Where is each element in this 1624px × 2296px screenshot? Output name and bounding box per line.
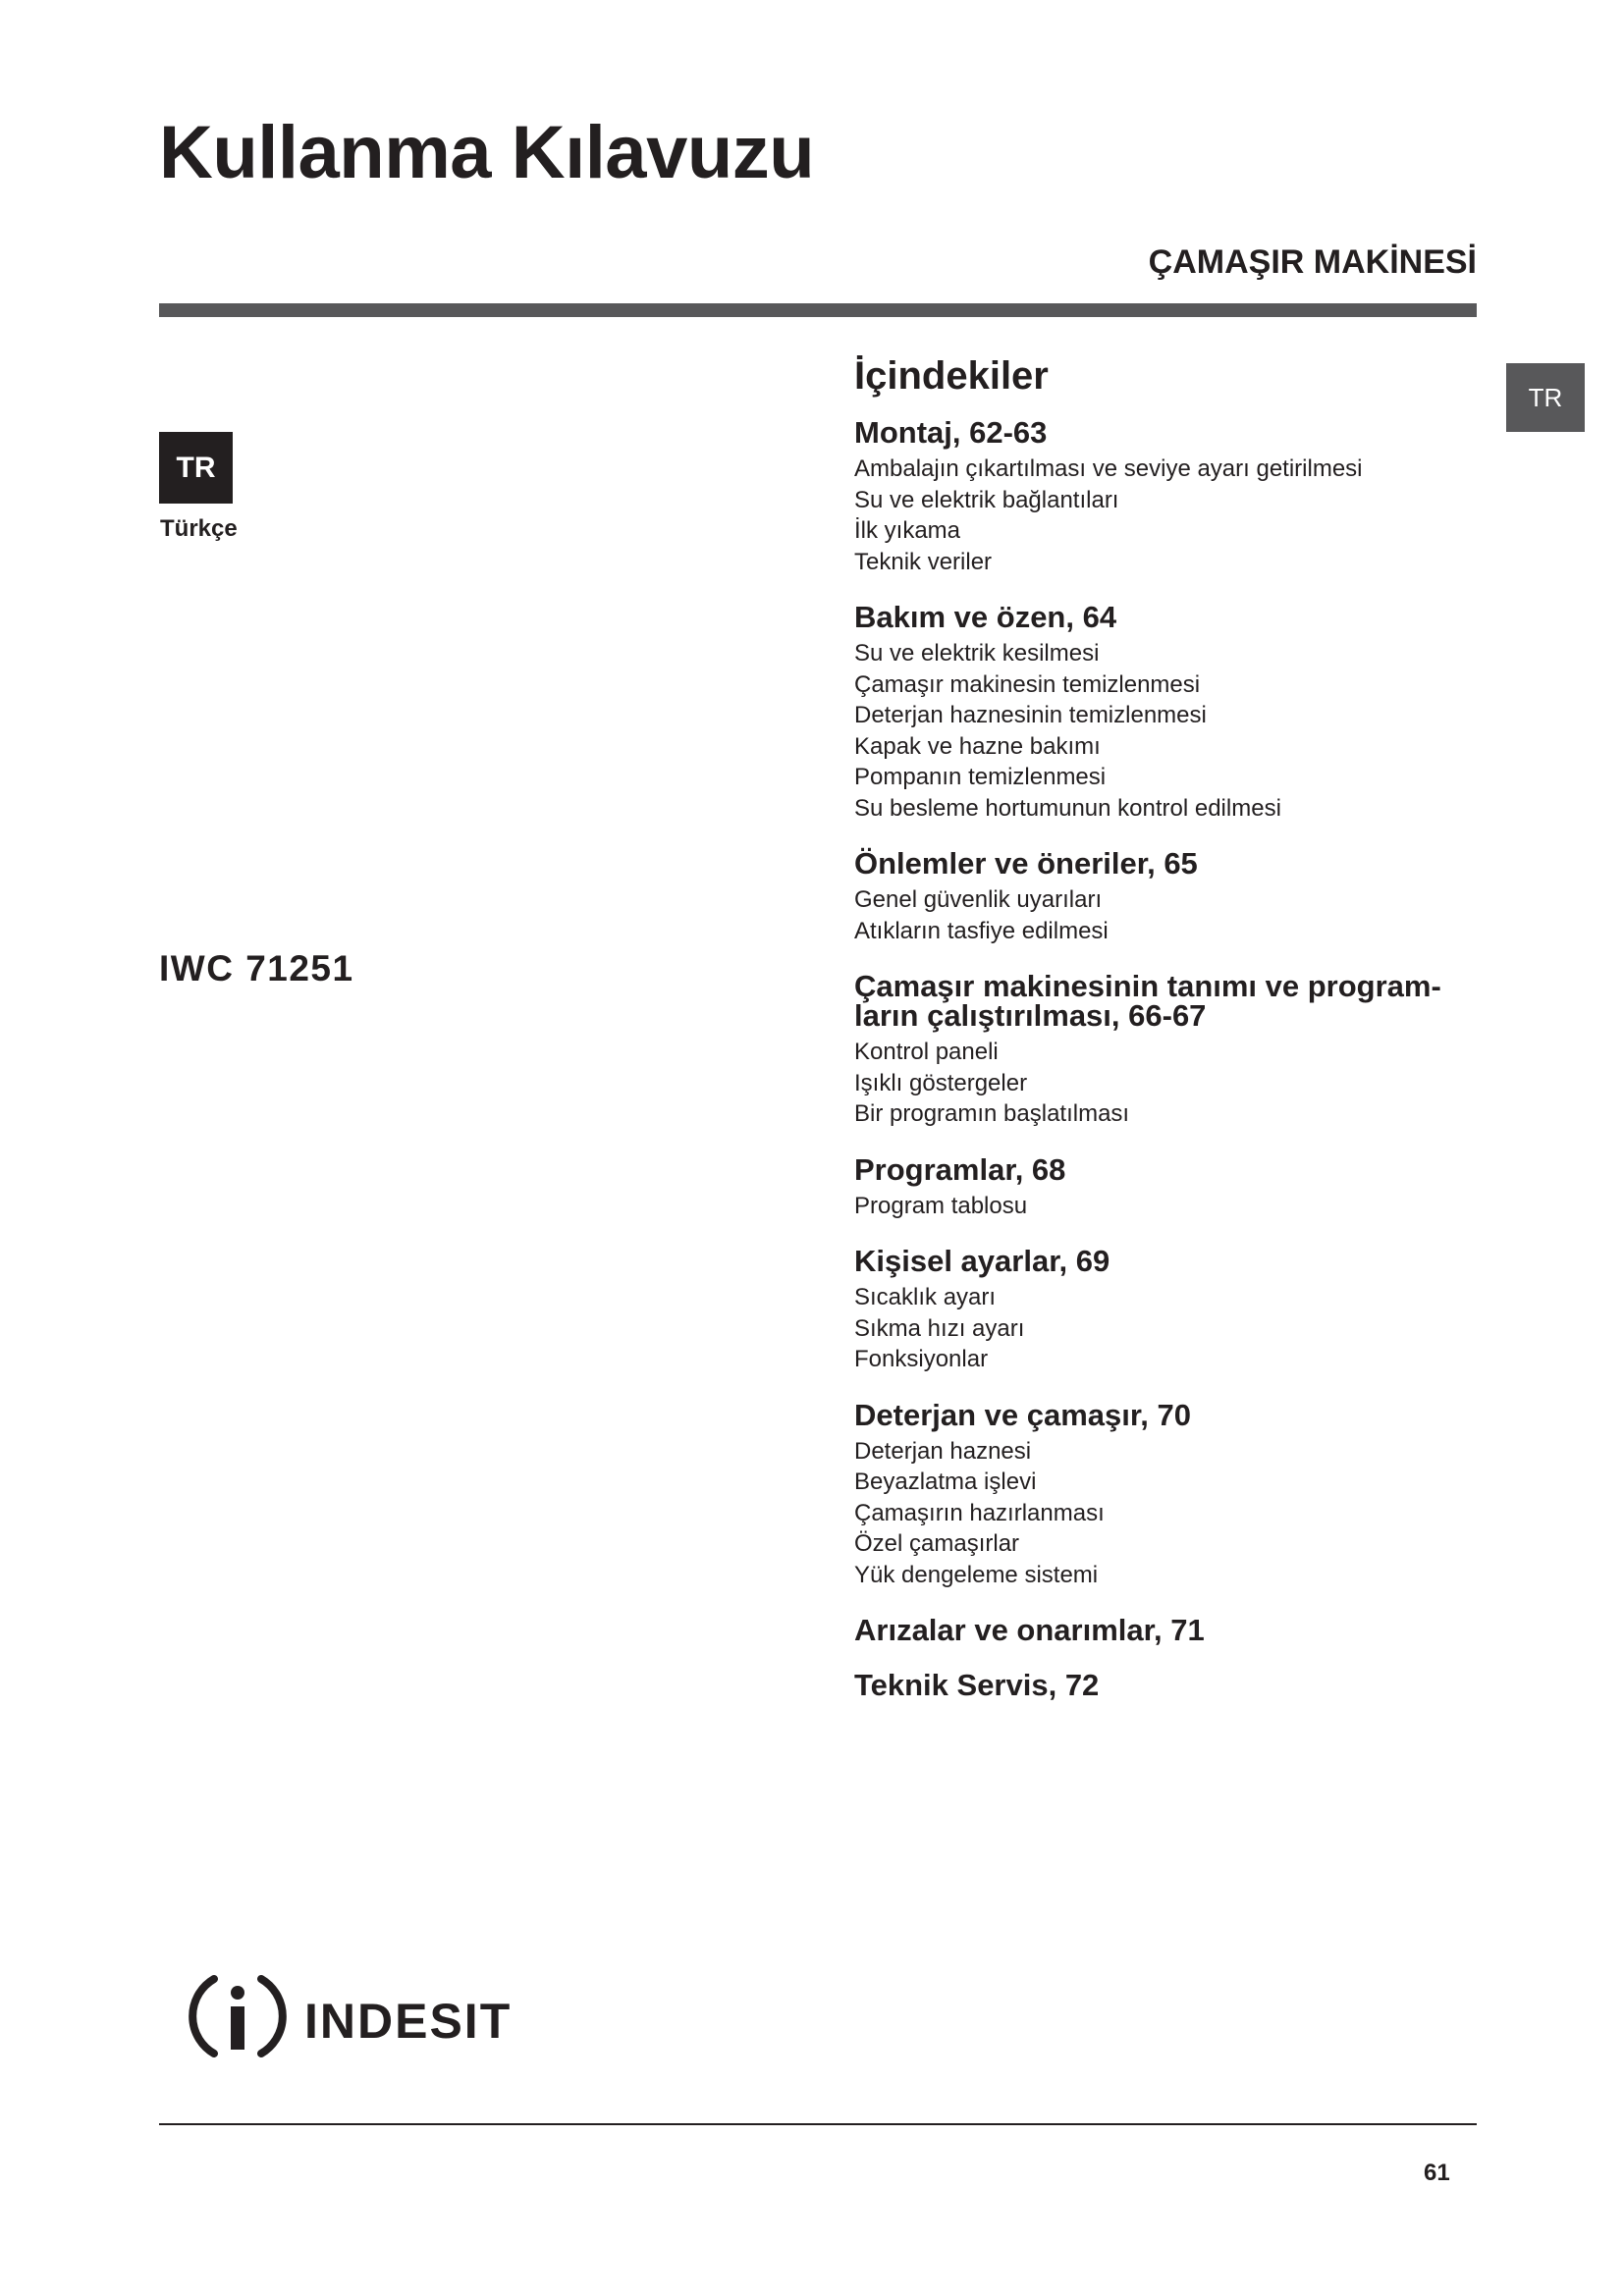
toc-item: Su besleme hortumunun kontrol edilmesi (854, 794, 1281, 822)
brand-name: indesit (304, 1975, 513, 2054)
toc-item: Genel güvenlik uyarıları (854, 886, 1103, 913)
toc-item: Beyazlatma işlevi (854, 1468, 1037, 1495)
toc-item: Deterjan haznesi (854, 1437, 1032, 1465)
toc-item-list (854, 1191, 1463, 1222)
toc-section (854, 1668, 1463, 1702)
toc-section-title: Bakım ve özen, 64 (854, 600, 1117, 634)
toc-section-title: Montaj, 62-63 (854, 415, 1048, 450)
toc-item: Işıklı göstergeler (854, 1069, 1028, 1096)
toc-section (854, 846, 1463, 946)
toc-heading: İçindekiler (854, 354, 1049, 398)
language-code-badge: TR (159, 432, 233, 504)
table-of-contents (854, 355, 1463, 1726)
toc-item: Yük dengeleme sistemi (854, 1561, 1099, 1588)
toc-section (854, 415, 1463, 577)
toc-section-title: Deterjan ve çamaşır, 70 (854, 1397, 1191, 1432)
toc-item-list (854, 454, 1463, 577)
toc-item: Su ve elektrik kesilmesi (854, 640, 1100, 667)
page-number: 61 (1424, 2160, 1450, 2186)
toc-item-list (854, 884, 1463, 946)
toc-item: Fonksiyonlar (854, 1346, 989, 1372)
language-name: Türkçe (160, 515, 238, 542)
toc-item-list (854, 1282, 1463, 1375)
toc-item: İlk yıkama (854, 517, 961, 544)
toc-item-list (854, 1436, 1463, 1591)
toc-item: Ambalajın çıkartılması ve seviye ayarı getirilmesi (854, 455, 1363, 482)
toc-sections (854, 415, 1463, 1702)
page-title: Kullanma Kılavuzu (159, 111, 815, 194)
toc-item: Kontrol paneli (854, 1039, 999, 1065)
model-number: IWC 71251 (159, 948, 354, 988)
toc-section-title: Arızalar ve onarımlar, 71 (854, 1613, 1205, 1647)
toc-section (854, 1613, 1463, 1647)
toc-item-list (854, 1037, 1463, 1130)
toc-item: Pompanın temizlenmesi (854, 764, 1107, 790)
toc-item: Teknik veriler (854, 548, 993, 575)
toc-item: Kapak ve hazne bakımı (854, 732, 1101, 760)
brand-logo (187, 1967, 560, 2065)
toc-section-title: Önlemler ve öneriler, 65 (854, 846, 1198, 881)
toc-section (854, 1397, 1463, 1591)
toc-item: Bir programın başlatılması (854, 1100, 1130, 1127)
toc-item: Özel çamaşırlar (854, 1530, 1020, 1557)
toc-section-title: Programlar, 68 (854, 1151, 1066, 1187)
toc-section-title: Çamaşır makinesinin tanımı ve program- ların çalıştırılması, 66-67 (854, 969, 1441, 1033)
product-type-heading: ÇAMAŞIR MAKİNESİ (1148, 243, 1477, 281)
toc-item: Su ve elektrik bağlantıları (854, 486, 1119, 513)
toc-item: Çamaşır makinesin temizlenmesi (854, 670, 1201, 698)
toc-item-list (854, 638, 1463, 824)
toc-item: Çamaşırın hazırlanması (854, 1499, 1105, 1526)
indesit-logo-icon (187, 1967, 295, 2065)
toc-section (854, 969, 1463, 1130)
toc-section-title: Kişisel ayarlar, 69 (854, 1244, 1110, 1278)
toc-item: Atıkların tasfiye edilmesi (854, 917, 1109, 944)
toc-item: Sıkma hızı ayarı (854, 1314, 1025, 1342)
header-divider (159, 303, 1477, 317)
footer-divider (159, 2123, 1477, 2125)
toc-item: Sıcaklık ayarı (854, 1284, 997, 1310)
language-side-tab: TR (1506, 363, 1585, 432)
toc-section (854, 1151, 1463, 1222)
toc-item: Program tablosu (854, 1192, 1028, 1219)
toc-item: Deterjan haznesinin temizlenmesi (854, 702, 1207, 728)
toc-section-title: Teknik Servis, 72 (854, 1668, 1100, 1702)
toc-section (854, 1244, 1463, 1375)
toc-section (854, 600, 1463, 824)
